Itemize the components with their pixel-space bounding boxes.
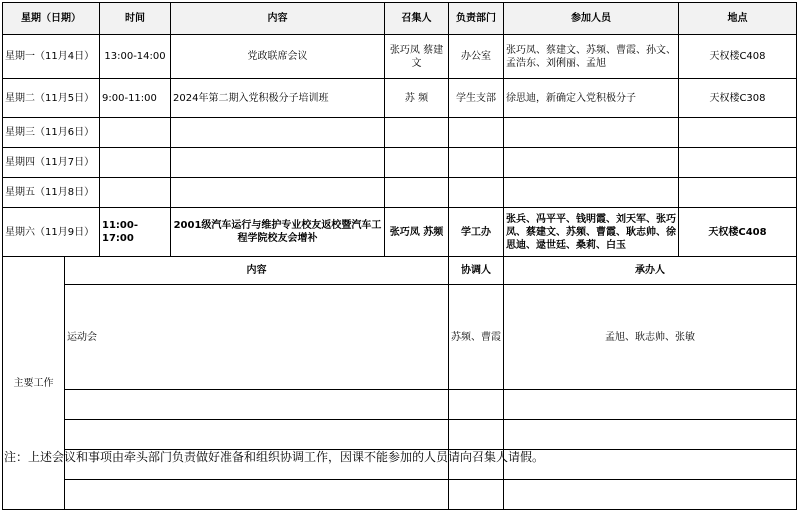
main-work-row [3, 420, 797, 450]
main-work-coordinator [449, 420, 504, 450]
row-content [171, 178, 385, 208]
main-work-organizer [504, 390, 797, 420]
main-work-row [3, 480, 797, 510]
row-content [171, 148, 385, 178]
row-location [679, 178, 797, 208]
main-work-organizer: 孟旭、耿志帅、张敏 [504, 285, 797, 390]
row-convener: 苏 频 [385, 79, 449, 118]
main-work-coordinator [449, 480, 504, 510]
main-work-label: 主要工作 [3, 257, 65, 510]
row-location: 天权楼C408 [679, 208, 797, 257]
main-work-organizer [504, 420, 797, 450]
row-weekday: 星期一（11月4日） [3, 35, 100, 79]
main-work-content [65, 420, 449, 450]
row-dept [449, 148, 504, 178]
row-content: 2024年第二期入党积极分子培训班 [171, 79, 385, 118]
header-content: 内容 [171, 3, 385, 35]
schedule-header-row [3, 3, 797, 35]
main-work-organizer [504, 480, 797, 510]
header-time: 时间 [100, 3, 171, 35]
row-dept [449, 178, 504, 208]
row-time: 13:00-14:00 [100, 35, 171, 79]
schedule-row [3, 208, 797, 257]
row-participants: 张巧凤、蔡建文、苏频、曹霞、孙文、孟浩东、刘俐丽、孟旭 [504, 35, 679, 79]
row-participants: 张兵、冯平平、钱明霞、刘天军、张巧凤、蔡建文、苏频、曹霞、耿志帅、徐思迪、逯世廷、桑莉、白玉 [504, 208, 679, 257]
row-time [100, 118, 171, 148]
row-dept: 办公室 [449, 35, 504, 79]
row-participants [504, 178, 679, 208]
row-weekday: 星期六（11月9日） [3, 208, 100, 257]
footer-note: 注：上述会议和事项由牵头部门负责做好准备和组织协调工作，因课不能参加的人员请向召集人请假。 [4, 450, 545, 464]
row-convener [385, 148, 449, 178]
main-work-header-content: 内容 [65, 257, 449, 285]
row-weekday: 星期二（11月5日） [3, 79, 100, 118]
row-weekday: 星期五（11月8日） [3, 178, 100, 208]
row-convener: 张巧凤 蔡建文 [385, 35, 449, 79]
row-weekday: 星期三（11月6日） [3, 118, 100, 148]
row-time: 11:00-17:00 [100, 208, 171, 257]
main-work-row [3, 285, 797, 390]
main-work-header-row [3, 257, 797, 285]
row-location [679, 118, 797, 148]
row-location [679, 148, 797, 178]
row-participants: 徐思迪，新确定入党积极分子 [504, 79, 679, 118]
row-time: 9:00-11:00 [100, 79, 171, 118]
header-participants: 参加人员 [504, 3, 679, 35]
row-content: 2001级汽车运行与维护专业校友返校暨汽车工程学院校友会增补 [171, 208, 385, 257]
header-location: 地点 [679, 3, 797, 35]
header-weekday: 星期（日期） [3, 3, 100, 35]
row-convener [385, 178, 449, 208]
schedule-row [3, 118, 797, 148]
row-dept: 学工办 [449, 208, 504, 257]
schedule-row [3, 79, 797, 118]
weekly-schedule-table [2, 2, 797, 510]
row-dept: 学生支部 [449, 79, 504, 118]
row-time [100, 148, 171, 178]
row-convener: 张巧凤 苏频 [385, 208, 449, 257]
main-work-header-coordinator: 协调人 [449, 257, 504, 285]
row-content: 党政联席会议 [171, 35, 385, 79]
row-location: 天权楼C408 [679, 35, 797, 79]
row-content [171, 118, 385, 148]
main-work-header-organizer: 承办人 [504, 257, 797, 285]
main-work-coordinator [449, 390, 504, 420]
row-weekday: 星期四（11月7日） [3, 148, 100, 178]
header-dept: 负责部门 [449, 3, 504, 35]
main-work-row [3, 390, 797, 420]
main-work-organizer [504, 450, 797, 480]
row-participants [504, 148, 679, 178]
main-work-coordinator: 苏频、曹霞 [449, 285, 504, 390]
row-dept [449, 118, 504, 148]
main-work-content [65, 390, 449, 420]
schedule-row [3, 148, 797, 178]
main-work-content: 运动会 [65, 285, 449, 390]
row-time [100, 178, 171, 208]
main-work-content [65, 480, 449, 510]
schedule-row [3, 178, 797, 208]
row-participants [504, 118, 679, 148]
row-convener [385, 118, 449, 148]
schedule-row [3, 35, 797, 79]
header-convener: 召集人 [385, 3, 449, 35]
row-location: 天权楼C308 [679, 79, 797, 118]
